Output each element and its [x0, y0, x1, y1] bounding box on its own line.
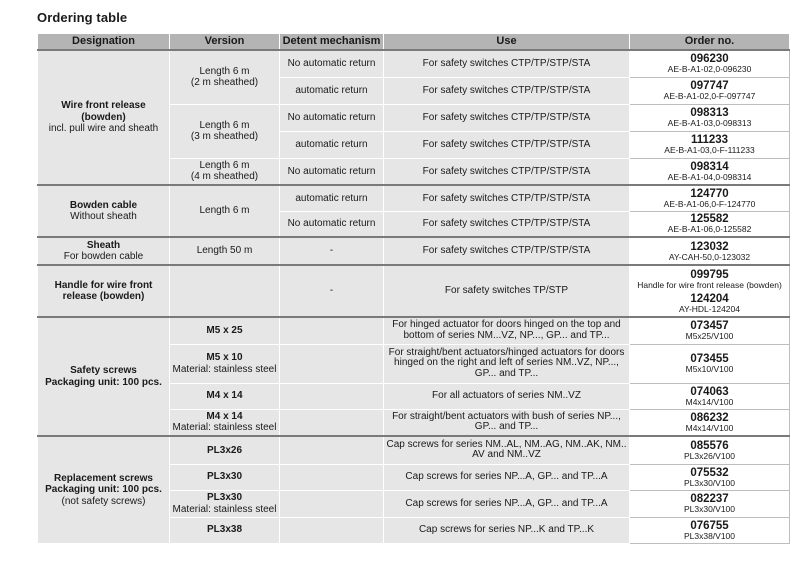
detent-cell [280, 517, 384, 543]
header-designation: Designation [38, 34, 170, 51]
order-cell: 099795 Handle for wire front release (bowden) 124204 AY-HDL-124204 [630, 265, 790, 317]
use-cell: For safety switches CTP/TP/STP/STA [384, 185, 630, 211]
version-cell [170, 265, 280, 317]
version-cell: M4 x 14 [170, 383, 280, 409]
use-cell: For straight/bent actuators/hinged actuators for doors hinged on the right and left of series NM..VZ, NP..., GP... and TP... [384, 344, 630, 383]
use-cell: For safety switches CTP/TP/STP/STA [384, 104, 630, 131]
order-cell: 075532 PL3x30/V100 [630, 464, 790, 490]
detent-cell: automatic return [280, 77, 384, 104]
use-cell: Cap screws for series NP...A, GP... and TP...A [384, 490, 630, 517]
use-cell: For safety switches TP/STP [384, 265, 630, 317]
detent-cell [280, 317, 384, 344]
version-cell: Length 6 m (4 m sheathed) [170, 158, 280, 185]
detent-cell: No automatic return [280, 50, 384, 77]
use-cell: For safety switches CTP/TP/STP/STA [384, 50, 630, 77]
order-cell: 097747 AE-B-A1-02,0-F-097747 [630, 77, 790, 104]
order-cell: 123032 AY-CAH-50,0-123032 [630, 237, 790, 265]
table-row [38, 237, 790, 265]
detent-cell [280, 383, 384, 409]
version-cell: M5 x 10 Material: stainless steel [170, 344, 280, 383]
version-cell: PL3x30 Material: stainless steel [170, 490, 280, 517]
table-row [38, 265, 790, 317]
order-cell: 074063 M4x14/V100 [630, 383, 790, 409]
use-cell: Cap screws for series NP...A, GP... and TP...A [384, 464, 630, 490]
version-cell: PL3x26 [170, 436, 280, 464]
use-cell: For straight/bent actuators with bush of series NP..., GP... and TP... [384, 409, 630, 436]
designation-cell [38, 50, 170, 185]
designation-cell: Replacement screws Packaging unit: 100 pcs. (not safety screws) [38, 436, 170, 543]
detent-cell: No automatic return [280, 211, 384, 237]
designation-cell: Safety screws Packaging unit: 100 pcs. [38, 317, 170, 436]
version-cell: Length 6 m [170, 185, 280, 237]
use-cell: For all actuators of series NM..VZ [384, 383, 630, 409]
detent-cell [280, 490, 384, 517]
version-cell: PL3x30 [170, 464, 280, 490]
use-cell: For hinged actuator for doors hinged on the top and bottom of series NM...VZ, NP..., GP... and TP... [384, 317, 630, 344]
order-cell: 073455 M5x10/V100 [630, 344, 790, 383]
detent-cell: No automatic return [280, 158, 384, 185]
use-cell: For safety switches CTP/TP/STP/STA [384, 158, 630, 185]
use-cell: For safety switches CTP/TP/STP/STA [384, 237, 630, 265]
designation-cell: Sheath For bowden cable [38, 237, 170, 265]
table-row [38, 436, 790, 464]
order-cell: 098313 AE-B-A1-03,0-098313 [630, 104, 790, 131]
detent-cell: - [280, 237, 384, 265]
table-row [38, 185, 790, 211]
designation-cell: Handle for wire front release (bowden) [38, 265, 170, 317]
order-cell: 086232 M4x14/V100 [630, 409, 790, 436]
detent-cell: No automatic return [280, 104, 384, 131]
order-cell: 076755 PL3x38/V100 [630, 517, 790, 543]
version-cell: M4 x 14 Material: stainless steel [170, 409, 280, 436]
use-cell: For safety switches CTP/TP/STP/STA [384, 131, 630, 158]
detent-cell [280, 409, 384, 436]
table-row [38, 317, 790, 344]
use-cell: For safety switches CTP/TP/STP/STA [384, 77, 630, 104]
designation-sub: incl. pull wire and sheath [48, 123, 159, 135]
designation-name: Wire front release (bowden) [61, 100, 146, 123]
version-cell: M5 x 25 [170, 317, 280, 344]
order-cell: 125582 AE-B-A1-06,0-125582 [630, 211, 790, 237]
order-cell: 098314 AE-B-A1-04,0-098314 [630, 158, 790, 185]
table-row [38, 50, 790, 77]
use-cell: Cap screws for series NM..AL, NM..AG, NM..AK, NM.. AV and NM..VZ [384, 436, 630, 464]
detent-cell [280, 436, 384, 464]
table-header-row [38, 34, 790, 51]
detent-cell [280, 464, 384, 490]
header-detent: Detent mechanism [280, 34, 384, 51]
version-cell: PL3x38 [170, 517, 280, 543]
designation-cell: Bowden cable Without sheath [38, 185, 170, 237]
use-cell: For safety switches CTP/TP/STP/STA [384, 211, 630, 237]
order-cell: 073457 M5x25/V100 [630, 317, 790, 344]
header-version: Version [170, 34, 280, 51]
page-title: Ordering table [37, 10, 128, 25]
detent-cell: - [280, 265, 384, 317]
order-cell: 082237 PL3x30/V100 [630, 490, 790, 517]
version-cell: Length 6 m (2 m sheathed) [170, 50, 280, 104]
version-cell: Length 50 m [170, 237, 280, 265]
order-cell: 111233 AE-B-A1-03,0-F-111233 [630, 131, 790, 158]
detent-cell: automatic return [280, 131, 384, 158]
ordering-table [37, 33, 790, 544]
version-cell: Length 6 m (3 m sheathed) [170, 104, 280, 158]
detent-cell [280, 344, 384, 383]
header-use: Use [384, 34, 630, 51]
use-cell: Cap screws for series NP...K and TP...K [384, 517, 630, 543]
order-cell: 096230 AE-B-A1-02,0-096230 [630, 50, 790, 77]
order-cell: 085576 PL3x26/V100 [630, 436, 790, 464]
header-order-no: Order no. [630, 34, 790, 51]
order-cell: 124770 AE-B-A1-06,0-F-124770 [630, 185, 790, 211]
detent-cell: automatic return [280, 185, 384, 211]
